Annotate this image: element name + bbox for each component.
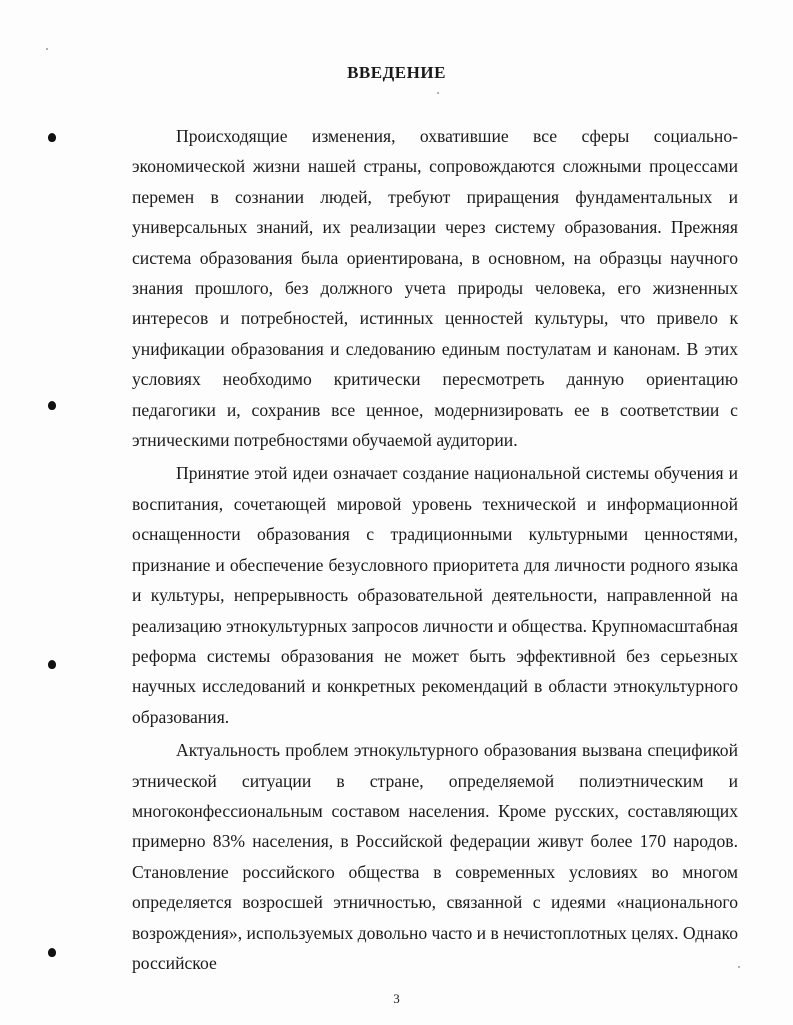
- scan-speck: [437, 92, 439, 94]
- paragraph-1: Происходящие изменения, охватившие все сферы социально-экономической жизни нашей страны, сопровождаются сложными процессами перемен в сознании людей, требуют приращения фундаментальных и универсальных знаний, их реализации через систему образования. Прежняя система образования была ориентирована, в основном, на образцы научного знания прошлого, без должного учета природы человека, его жизненных интересов и потребностей, истинных ценностей культуры, что привело к унификации образования и следованию единым постулатам и канонам. В этих условиях необходимо критически пересмотреть данную ориентацию педагогики и, сохранив все ценное, модернизировать ее в соответствии с этническими потребностями обучаемой аудитории.: [132, 126, 738, 451]
- punch-hole-mark: [48, 401, 56, 410]
- punch-hole-mark: [48, 133, 56, 142]
- paragraph-2: Принятие этой идеи означает создание национальной системы обучения и воспитания, сочетающей мировой уровень технической и информационной оснащенности образования с традиционными культурными ценностями, признание и обеспечение безусловного приоритета для личности родного языка и культуры, непрерывность образовательной деятельности, направленной на реализацию этнокультурных запросов личности и общества. Крупномасштабная реформа системы образования не может быть эффективной без серьезных научных исследований и конкретных рекомендаций в области этнокультурного образования.: [132, 463, 738, 727]
- scan-speck: [46, 48, 48, 50]
- page-title: ВВЕДЕНИЕ: [347, 63, 446, 82]
- punch-hole-mark: [48, 660, 56, 669]
- page-number: 3: [393, 991, 400, 1006]
- body-text: [132, 121, 738, 981]
- scan-speck: [738, 966, 740, 968]
- punch-hole-mark: [48, 948, 56, 957]
- paragraph-3: Актуальность проблем этнокультурного образования вызвана спецификой этнической ситуации в стране, определяемой полиэтническим и многоконфессиональным составом населения. Кроме русских, составляющих примерно 83% населения, в Российской федерации живут более 170 народов. Становление российского общества в современных условиях во многом определяется возросшей этничностью, связанной с идеями «национального возрождения», используемых довольно часто и в нечистоплотных целях. Однако российское: [132, 740, 738, 973]
